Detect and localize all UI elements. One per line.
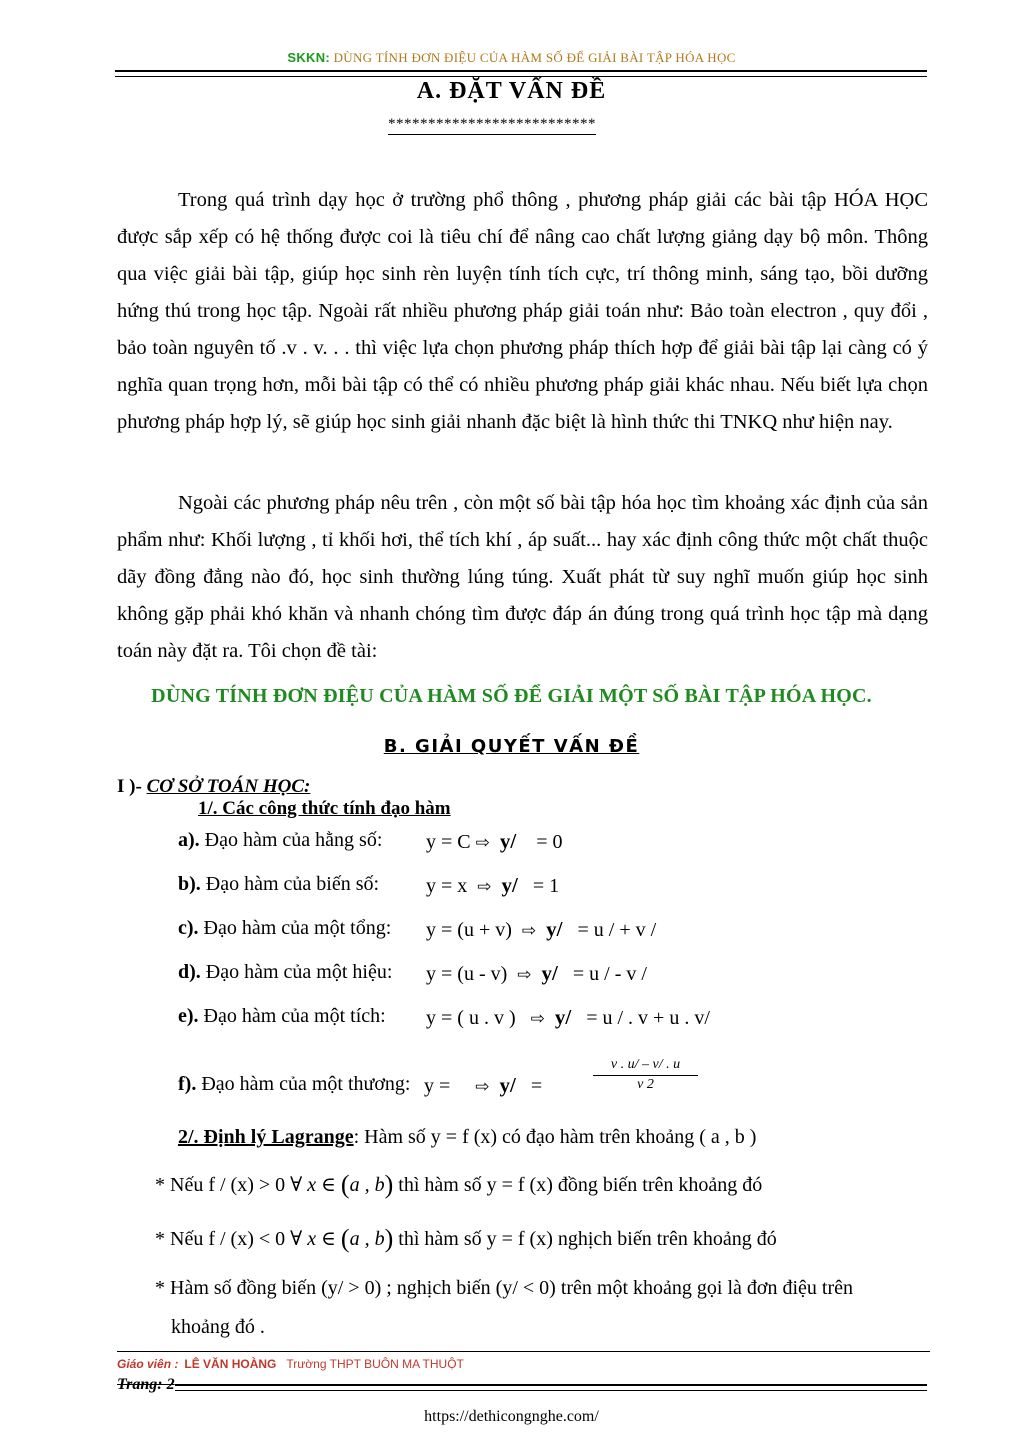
footer-double-rule <box>175 1384 927 1391</box>
subsection-2-heading <box>178 1126 756 1149</box>
formula-label: d). <box>178 961 201 983</box>
arrow-icon: ⇨ <box>477 877 492 897</box>
formula-row <box>178 961 647 985</box>
bullet-lead: * Nếu f / (x) < 0 ∀ <box>155 1228 308 1250</box>
bullet-in: ∈ <box>316 1174 341 1196</box>
topic-title: DÙNG TÍNH ĐƠN ĐIỆU CỦA HÀM SỐ ĐỂ GIẢI MỘT SỐ BÀI TẬP HÓA HỌC. <box>151 685 872 707</box>
formula-text: Đạo hàm của một hiệu: <box>200 961 393 983</box>
y-prime: y/ <box>541 961 558 985</box>
formula-text: Đạo hàm của một thương: <box>196 1073 411 1095</box>
arrow-icon: ⇨ <box>475 833 490 853</box>
formula-result: = u / + v / <box>577 919 657 941</box>
formula-expr-text: y = (u + v) <box>426 919 512 941</box>
formula-result: = 0 <box>536 831 563 853</box>
arrow-icon: ⇨ <box>517 965 532 985</box>
formula-expr-text: y = ( u . v ) <box>426 1007 516 1029</box>
formula-label: b). <box>178 873 201 895</box>
formula-label: e). <box>178 1005 199 1027</box>
section-1-title: CƠ SỞ TOÁN HỌC <box>146 776 305 797</box>
quotient-fraction <box>593 1057 698 1093</box>
y-prime: y/ <box>499 829 517 853</box>
footer-info <box>117 1357 464 1371</box>
bullet-item: * Nếu f / (x) < 0 ∀ x ∈ (a , b) thì hàm số y = f (x) nghịch biến trên khoảng đó <box>155 1224 777 1253</box>
formula-text: Đạo hàm của hằng số: <box>199 829 383 851</box>
section-1-heading <box>117 776 310 798</box>
formula-expr <box>426 917 656 942</box>
formula-expr-text: y = C <box>426 831 471 853</box>
lagrange-text: : Hàm số y = f (x) có đạo hàm trên khoảng ( a , b ) <box>353 1126 757 1148</box>
formula-label: f). <box>178 1073 197 1095</box>
teacher-label: Giáo viên : <box>117 1357 179 1371</box>
formula-expr <box>426 1005 710 1030</box>
bullet-interval: a , b <box>349 1228 385 1250</box>
subsection-1-heading: 1/. Các công thức tính đạo hàm <box>198 798 451 819</box>
intro-paragraph-2: Ngoài các phương pháp nêu trên , còn một số bài tập hóa học tìm khoảng xác định của sản phẩm như: Khối lượng , tỉ khối hơi, thể tích khí , áp suất... hay xác định công thức một chất thuộc dãy đồng đẳng nào đó, học sinh thường lúng túng. Xuất phát từ suy nghĩ muốn giúp học sinh không gặp phải khó khăn và nhanh chóng tìm được đáp án đúng trong quá trình học tập mà dạng toán này đặt ra. Tôi chọn đề tài: <box>117 492 928 662</box>
bullet-tail: thì hàm số y = f (x) đồng biến trên khoảng đó <box>393 1174 763 1196</box>
lagrange-label: 2/. Định lý Lagrange <box>178 1126 354 1148</box>
y-prime: y/ <box>501 873 518 897</box>
formula-expr <box>426 873 559 898</box>
fraction-numerator: v . u/ – v/ . u <box>593 1057 698 1076</box>
formula-expr-text: y = <box>424 1075 451 1097</box>
section-1-prefix: I )- <box>117 776 147 797</box>
formula-expr <box>426 961 647 986</box>
formula-row <box>178 829 563 853</box>
running-header <box>0 50 1023 66</box>
formula-text: Đạo hàm của biến số: <box>200 873 380 895</box>
formula-result: = u / - v / <box>572 963 647 985</box>
footer-rule <box>117 1351 930 1352</box>
header-sk-label: SKKN: <box>287 50 331 65</box>
source-url[interactable]: https://dethicongnghe.com/ <box>424 1408 599 1425</box>
y-prime: y/ <box>499 1073 516 1097</box>
bullet-var: x <box>307 1228 317 1250</box>
page-number: Trang: 2 <box>117 1376 175 1393</box>
section-b-title-text: B. GIẢI QUYẾT VẤN ĐỀ <box>383 736 640 757</box>
formula-text: Đạo hàm của một tích: <box>198 1005 386 1027</box>
school-name: Trường THPT BUÔN MA THUỘT <box>286 1357 464 1371</box>
formula-result: = u / . v + u . v/ <box>586 1007 710 1029</box>
bullet-in: ∈ <box>316 1228 341 1250</box>
teacher-name: LÊ VĂN HOÀNG <box>184 1357 277 1371</box>
arrow-icon: ⇨ <box>521 921 537 941</box>
arrow-icon: ⇨ <box>475 1077 490 1097</box>
header-title: DÙNG TÍNH ĐƠN ĐIỆU CỦA HÀM SỐ ĐỂ GIẢI BÀI TẬP HÓA HỌC <box>330 50 736 65</box>
formula-expr-text: y = (u - v) <box>426 963 508 985</box>
formula-row <box>178 917 657 941</box>
fraction-denominator: v 2 <box>637 1077 654 1092</box>
formula-row <box>178 1005 710 1029</box>
formula-expr <box>424 1073 542 1098</box>
bullet-continuation: khoảng đó . <box>171 1316 265 1338</box>
formula-label: c). <box>178 917 199 939</box>
bullet-tail: thì hàm số y = f (x) nghịch biến trên khoảng đó <box>393 1228 777 1250</box>
formula-result: = <box>530 1075 543 1097</box>
bullet-item: * Nếu f / (x) > 0 ∀ x ∈ (a , b) thì hàm số y = f (x) đồng biến trên khoảng đó <box>155 1170 763 1199</box>
formula-text: Đạo hàm của một tổng: <box>198 917 392 939</box>
header-rule <box>115 70 927 77</box>
y-prime: y/ <box>546 917 563 941</box>
stars-divider: ************************** <box>388 116 596 135</box>
section-1-colon: : <box>304 776 311 797</box>
formula-expr-text: y = x <box>426 875 468 897</box>
arrow-icon: ⇨ <box>530 1009 545 1029</box>
formula-row <box>178 873 560 897</box>
intro-paragraph-1: Trong quá trình dạy học ở trường phổ thông , phương pháp giải các bài tập HÓA HỌC được sắp xếp có hệ thống được coi là tiêu chí để nâng cao chất lượng giảng dạy bộ môn. Thông qua việc giải bài tập, giúp học sinh rèn luyện tính tích cực, trí thông minh, sáng tạo, bồi dưỡng hứng thú trong học tập. Ngoài rất nhiều phương pháp giải toán như: Bảo toàn electron , quy đổi , bảo toàn nguyên tố .v . v. . . thì việc lựa chọn phương pháp thích hợp để giải bài tập lại càng có ý nghĩa quan trọng hơn, mỗi bài tập có thể có nhiều phương pháp giải khác nhau. Nếu biết lựa chọn phương pháp hợp lý, sẽ giúp học sinh giải nhanh đặc biệt là hình thức thi TNKQ như hiện nay. <box>117 189 928 433</box>
formula-label: a). <box>178 829 200 851</box>
bullet-lead: * Nếu f / (x) > 0 ∀ <box>155 1174 308 1196</box>
bullet-var: x <box>307 1174 317 1196</box>
bullet-interval: a , b <box>349 1174 385 1196</box>
bullet-item: * Hàm số đồng biến (y/ > 0) ; nghịch biến (y/ < 0) trên một khoảng gọi là đơn điệu trên <box>155 1277 854 1299</box>
formula-expr <box>426 829 563 854</box>
formula-result: = 1 <box>532 875 560 897</box>
y-prime: y/ <box>554 1005 572 1029</box>
section-a-title: A. ĐẶT VẤN ĐỀ <box>416 78 607 104</box>
section-b-title <box>0 736 1023 757</box>
formula-row <box>178 1073 543 1097</box>
